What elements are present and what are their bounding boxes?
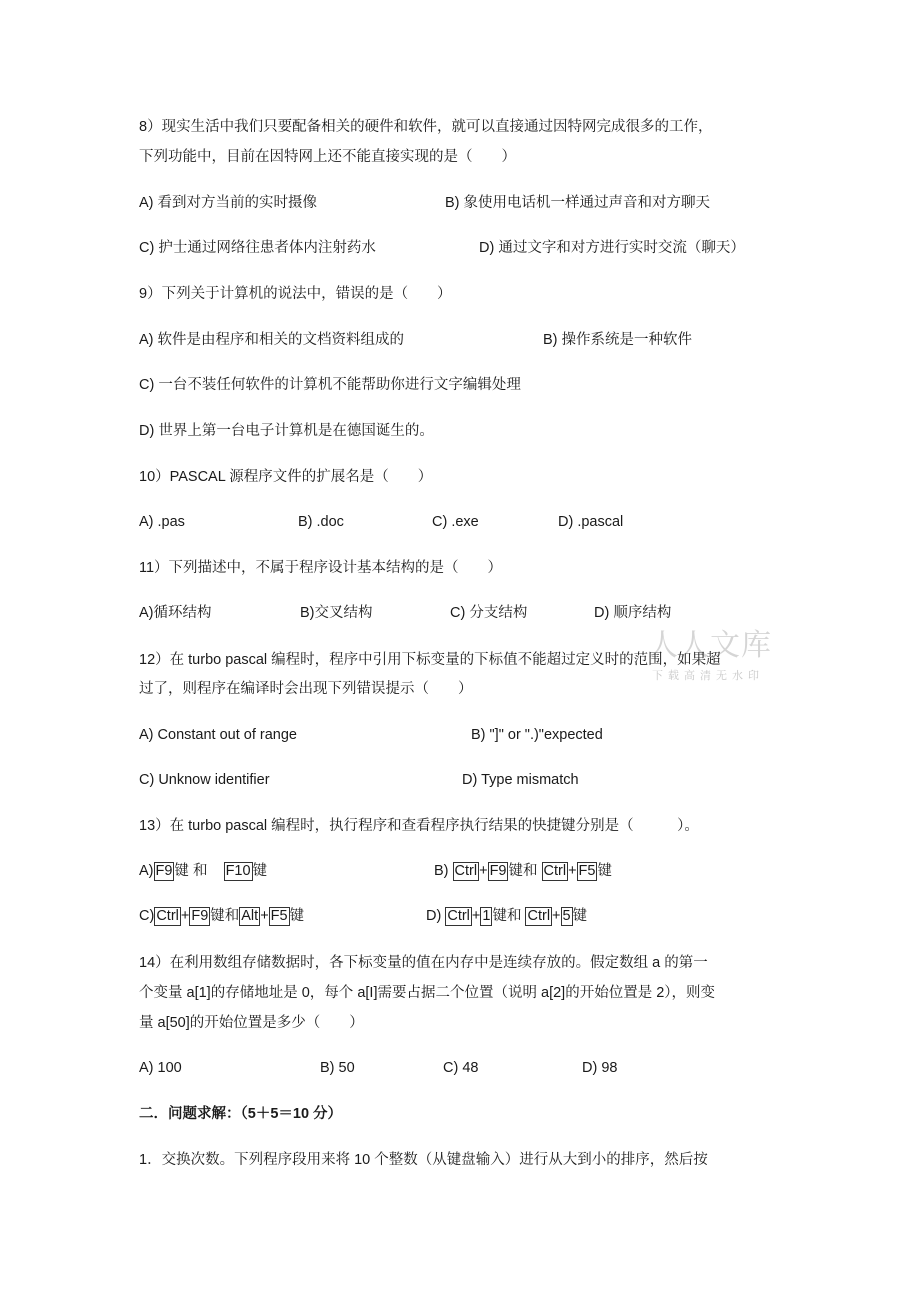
q8-stem-line2: 下列功能中，目前在因特网上还不能直接实现的是（ ）	[139, 149, 516, 165]
f9-key: F9	[155, 863, 173, 879]
f5-key: F5	[270, 908, 288, 924]
q9-option-c: C) 一台不装任何软件的计算机不能帮助你进行文字编辑处理	[139, 377, 521, 393]
q13-b-mid: 键和	[508, 863, 538, 879]
q9-option-a: A) 软件是由程序和相关的文档资料组成的	[139, 332, 405, 348]
q13-c-label: C)	[139, 908, 155, 924]
q14-stem-line2: 个变量 a[1]的存储地址是 0，每个 a[I]需要占据二个位置（说明 a[2]的开始位置是 2），则变	[139, 985, 716, 1001]
q8-stem-line1: 8）现实生活中我们只要配备相关的硬件和软件，就可以直接通过因特网完成很多的工作，	[139, 119, 713, 135]
q13-b-end: 键	[597, 863, 612, 879]
q12-option-c: C) Unknow identifier	[139, 772, 270, 788]
plus-sign: +	[552, 908, 561, 924]
alt-key: Alt	[241, 908, 259, 924]
q10-option-c: C) .exe	[432, 514, 479, 530]
q11-stem: 11）下列描述中，不属于程序设计基本结构的是（ ）	[139, 560, 503, 576]
plus-sign: +	[568, 863, 577, 879]
plus-sign: +	[471, 908, 481, 924]
q11-option-c: C) 分支结构	[450, 605, 528, 621]
q14-option-d: D) 98	[582, 1060, 618, 1076]
ctrl-key: Ctrl	[447, 908, 470, 924]
q9-option-d: D) 世界上第一台电子计算机是在德国诞生的。	[139, 423, 434, 439]
ctrl-key: Ctrl	[527, 908, 551, 924]
q10-option-a: A) .pas	[139, 514, 185, 530]
plus-sign: +	[260, 908, 269, 924]
q12-stem-line1: 12）在 turbo pascal 编程时，程序中引用下标变量的下标值不能超过定义时的范围，如果超	[139, 652, 721, 668]
q14-stem-line3: 量 a[50]的开始位置是多少（ ）	[139, 1015, 364, 1031]
q8-option-a: A) 看到对方当前的实时摄像	[139, 195, 318, 211]
plus-sign: +	[180, 908, 190, 924]
q13-option-d	[426, 906, 587, 926]
q12-option-b: B) "]" or ".)"expected	[471, 727, 603, 743]
watermark-logo: 人人文库	[648, 628, 772, 663]
q13-d-end: 键	[572, 908, 588, 924]
q13-option-c	[139, 906, 304, 926]
q11-option-d: D) 顺序结构	[594, 605, 672, 621]
q13-c-mid: 键和	[210, 908, 240, 924]
q14-option-a: A) 100	[139, 1060, 182, 1076]
f10-key: F10	[225, 863, 251, 879]
problem-1-text: 1．交换次数。下列程序段用来将 10 个整数（从键盘输入）进行从大到小的排序，然后按	[139, 1152, 708, 1168]
q13-d-label: D)	[426, 908, 442, 924]
q13-a-label: A)	[139, 863, 154, 879]
q10-option-d: D) .pascal	[558, 514, 624, 530]
q11-option-a: A)循环结构	[139, 605, 212, 621]
q9-option-b: B) 操作系统是一种软件	[543, 332, 693, 348]
watermark-caption: 下载高清无水印	[652, 669, 764, 682]
q8-option-b: B) 象使用电话机一样通过声音和对方聊天	[445, 195, 711, 211]
ctrl-key: Ctrl	[454, 863, 478, 879]
plus-sign: +	[479, 863, 488, 879]
q12-option-d: D) Type mismatch	[462, 772, 579, 788]
ctrl-key: Ctrl	[543, 863, 567, 879]
q10-option-b: B) .doc	[298, 514, 344, 530]
f9-key: F9	[191, 908, 209, 924]
q13-option-b	[434, 861, 612, 881]
q13-d-mid: 键和	[492, 908, 522, 924]
digit-1-key: 1	[482, 908, 491, 924]
q13-stem: 13）在 turbo pascal 编程时，执行程序和查看程序执行结果的快捷键分别是（ ）。	[139, 818, 699, 834]
q13-b-label: B)	[434, 863, 449, 879]
q9-stem: 9）下列关于计算机的说法中，错误的是（ ）	[139, 286, 452, 302]
q13-a-mid: 键 和	[174, 863, 208, 879]
q14-option-c: C) 48	[443, 1060, 479, 1076]
q12-stem-line2: 过了，则程序在编译时会出现下列错误提示（ ）	[139, 681, 473, 697]
q8-option-d: D) 通过文字和对方进行实时交流（聊天）	[479, 240, 745, 256]
ctrl-key: Ctrl	[156, 908, 179, 924]
q12-option-a: A) Constant out of range	[139, 727, 297, 743]
digit-5-key: 5	[562, 908, 571, 924]
q14-option-b: B) 50	[320, 1060, 355, 1076]
f5-key: F5	[578, 863, 596, 879]
q8-option-c: C) 护士通过网络往患者体内注射药水	[139, 240, 376, 256]
q13-a-end: 键	[252, 863, 268, 879]
q13-option-a	[139, 861, 267, 881]
section-heading: 二．问题求解：（5＋5＝10 分）	[139, 1106, 343, 1122]
q11-option-b: B)交叉结构	[300, 605, 373, 621]
q13-c-end: 键	[289, 908, 305, 924]
q10-stem: 10）PASCAL 源程序文件的扩展名是（ ）	[139, 469, 433, 485]
f9-key: F9	[489, 863, 507, 879]
q14-stem-line1: 14）在利用数组存储数据时，各下标变量的值在内存中是连续存放的。假定数组 a 的第一	[139, 955, 708, 971]
